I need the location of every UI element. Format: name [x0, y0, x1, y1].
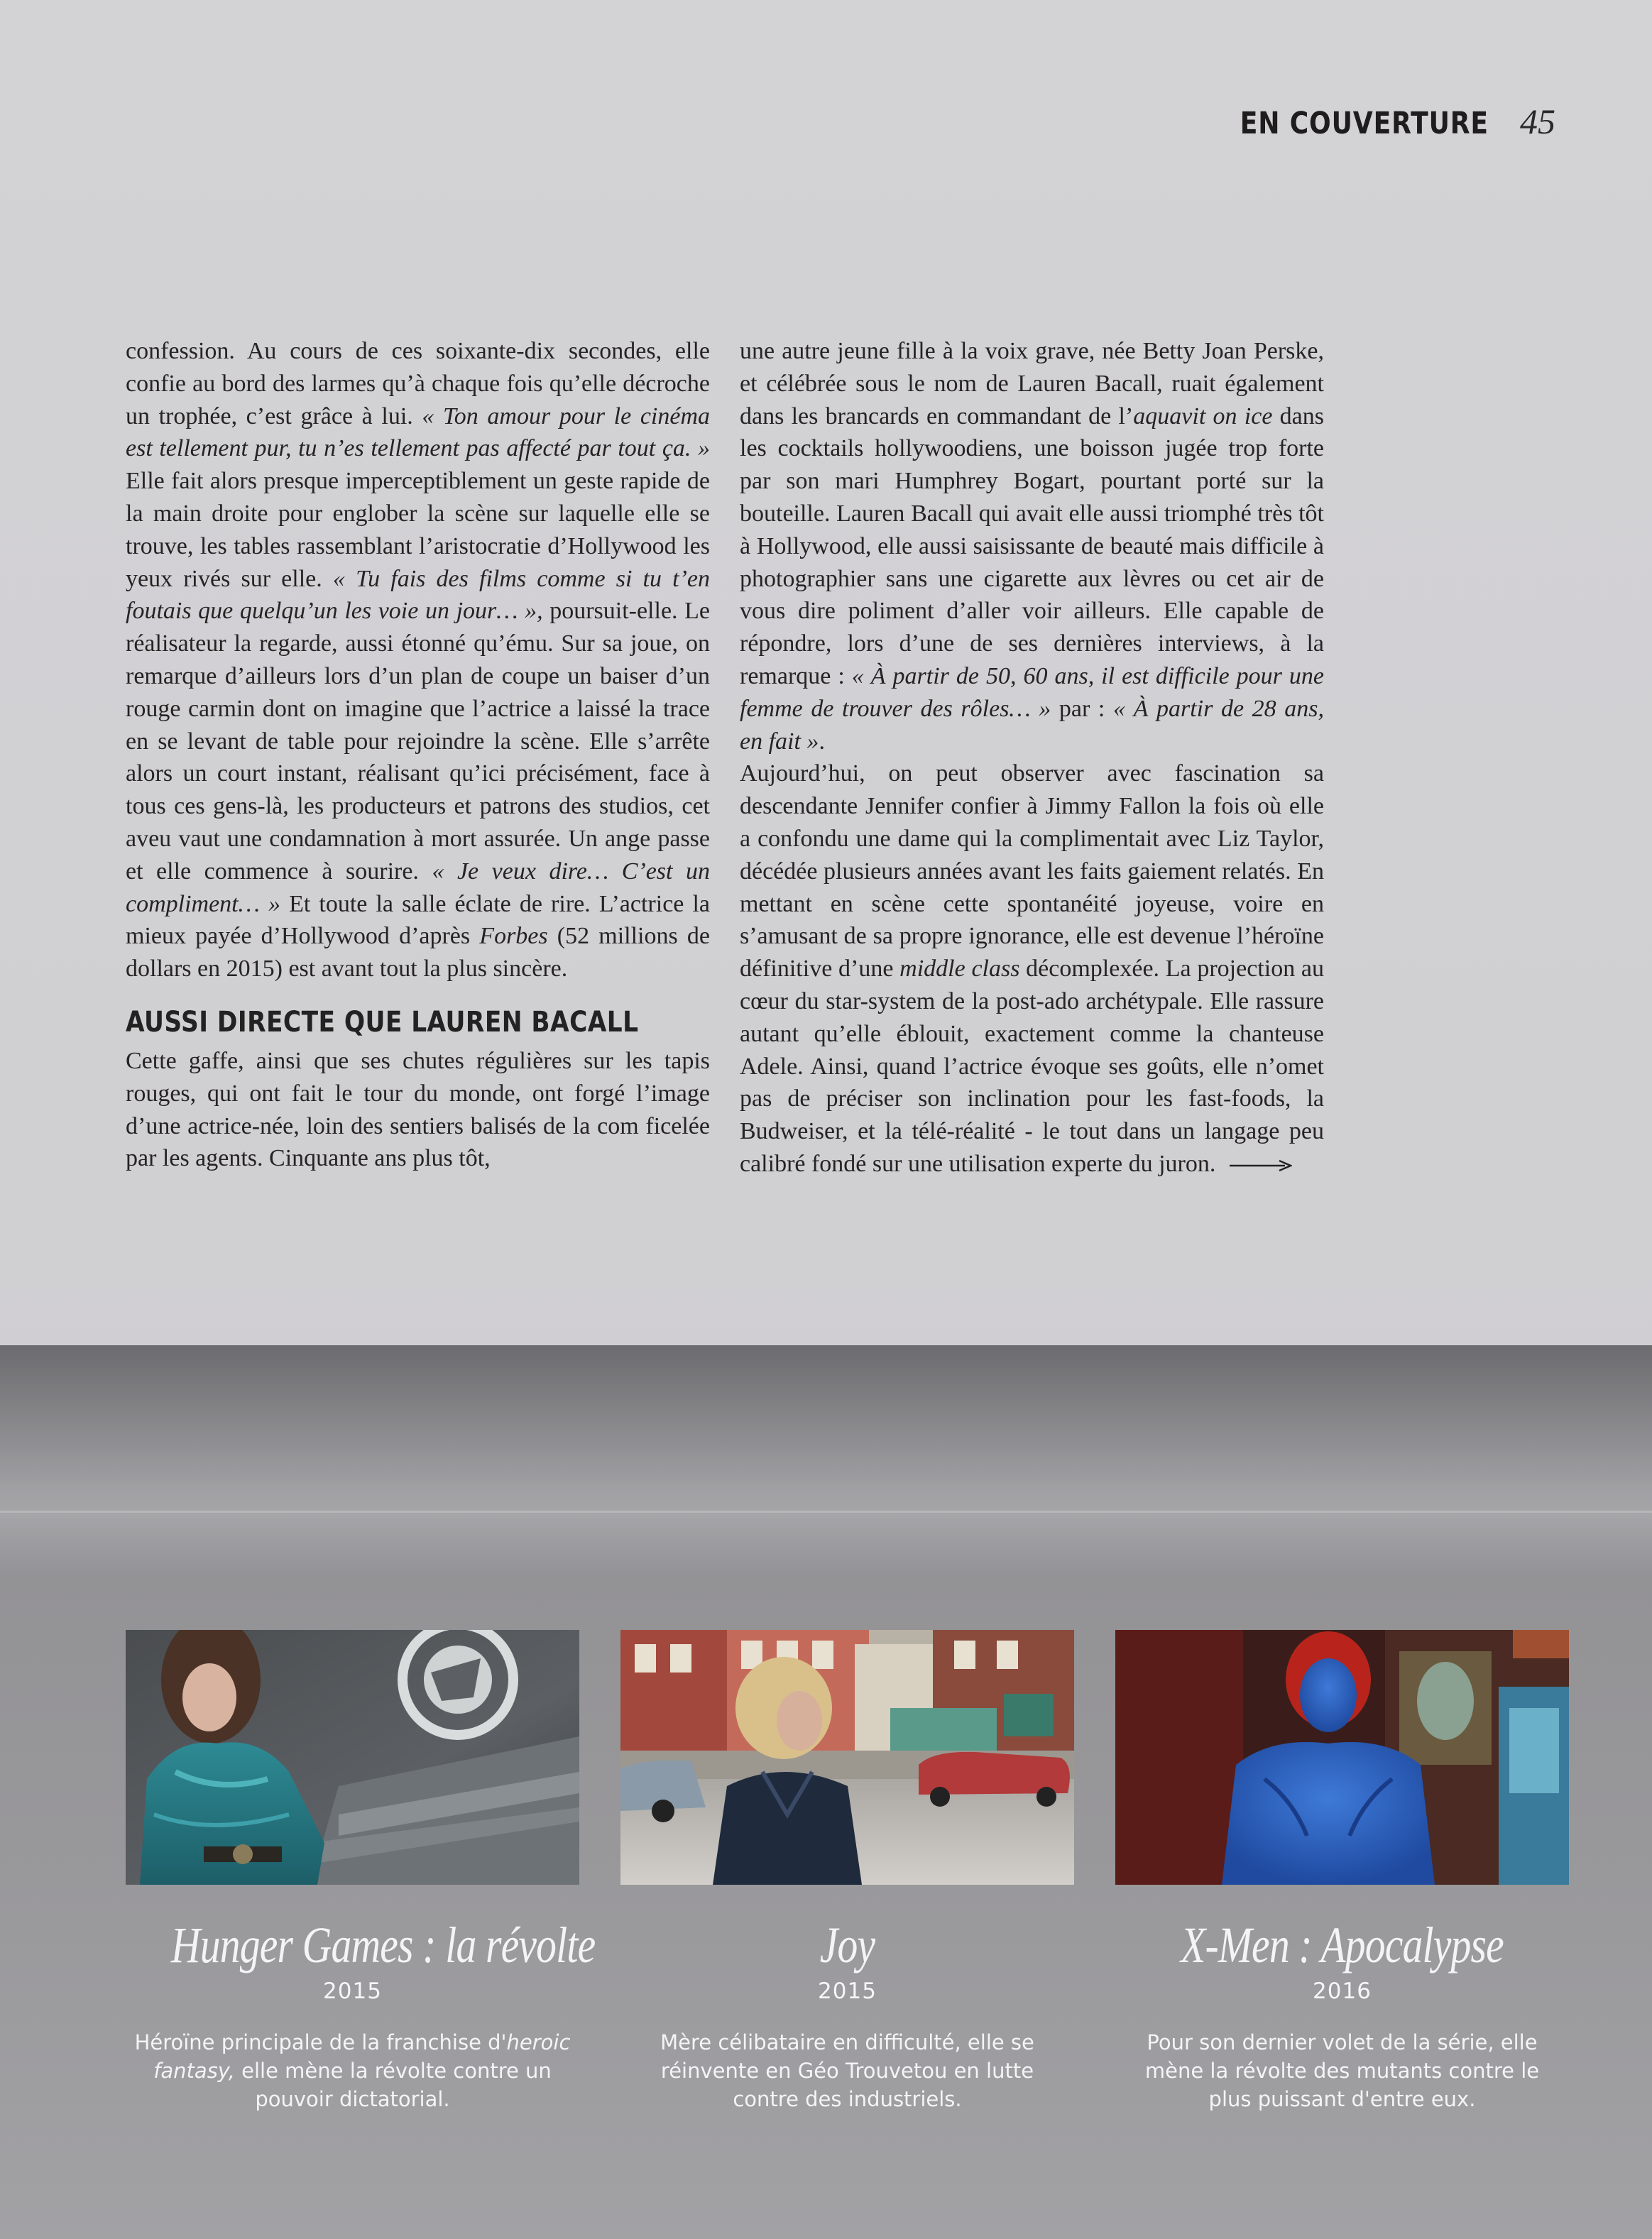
- italic-text-run: « Tu fais des films comme si tu t’en foutais que quelqu’un les voie un jour… »,: [126, 565, 710, 625]
- italic-text-run: middle class: [899, 956, 1020, 982]
- text-run: Héroïne principale de la franchise d': [134, 2030, 507, 2054]
- italic-text-run: heroic fantasy,: [153, 2030, 571, 2083]
- continue-arrow-icon: [1230, 1159, 1292, 1173]
- text-run: décomplexée. La projection au cœur du star-system de la post-ado archétypale. Elle rassure autant qu’elle éblouit, exactement comme la chanteuse Adele. Ainsi, quand l’actrice évoque ses goûts, elle n’omet pas de préciser son inclination pour les fast-foods, la Budweiser, et la télé-réalité - le tout dans un langage peu calibré fondé sur une utilisation experte du juron.: [740, 956, 1325, 1177]
- text-run: Mère célibataire en difficulté, elle se réinvente en Géo Trouvetou en lutte contre des industriels.: [660, 2030, 1034, 2111]
- italic-text-run: « À partir de 28 ans, en fait »: [740, 695, 1324, 755]
- film-title: Joy: [819, 1917, 875, 1974]
- text-run: confession. Au cours de ces soixante-dix secondes, elle confie au bord des larmes qu’à chaque fois qu’elle décroche un trophée, c’est grâce à lui.: [126, 338, 710, 429]
- film-description: [126, 2028, 579, 2113]
- article-paragraph: [740, 757, 1324, 1180]
- film-year: 2015: [323, 1978, 382, 2004]
- film-still-joy: [620, 1630, 1074, 1885]
- italic-text-run: Forbes: [479, 923, 548, 950]
- film-year: 2016: [1313, 1978, 1372, 2004]
- film-still-hunger-games: [126, 1630, 579, 1885]
- page-number: 45: [1520, 102, 1555, 141]
- italic-text-run: « Je veux dire… C’est un compliment… »: [126, 858, 710, 917]
- article-column-right: [740, 335, 1324, 1181]
- article-paragraph: [126, 1045, 710, 1175]
- film-description: [620, 2028, 1074, 2113]
- film-description: [1115, 2028, 1569, 2113]
- article-subhead: AUSSI DIRECTE QUE LAUREN BACALL: [126, 1005, 639, 1039]
- italic-text-run: « Ton amour pour le cinéma est tellement pur, tu n’es tellement pas affecté par tout ça. »: [126, 403, 710, 462]
- film-card-x-men: [1115, 1630, 1569, 2113]
- article-paragraph-text: [740, 760, 1324, 1177]
- text-run: .: [819, 728, 825, 755]
- article-paragraph: [126, 335, 710, 985]
- studio-floor-line: [0, 1511, 1652, 1513]
- film-year: 2015: [818, 1978, 877, 2004]
- film-card-joy: [620, 1630, 1074, 2113]
- text-run: par :: [1051, 695, 1113, 722]
- text-run: Pour son dernier volet de la série, elle mène la révolte des mutants contre le plus puissant d'entre eux.: [1144, 2030, 1540, 2111]
- italic-text-run: « À partir de 50, 60 ans, il est difficile pour une femme de trouver des rôles… »: [740, 662, 1324, 722]
- text-run: (52 millions de dollars en 2015) est avant tout la plus sincère.: [126, 923, 710, 982]
- running-header: [1193, 101, 1555, 142]
- text-run: une autre jeune fille à la voix grave, née Betty Joan Perske, et célébrée sous le nom de Lauren Bacall, ruait également dans les brancards en commandant de l’: [740, 338, 1324, 429]
- text-run: Elle fait alors presque imperceptiblement un geste rapide de la main droite pour englober la scène sur laquelle elle se trouve, les tables rassemblant l’aristocratie d’Hollywood les yeux rivés sur elle.: [126, 468, 710, 592]
- film-title: Hunger Games : la révolte: [170, 1917, 596, 1974]
- italic-text-run: aquavit on ice: [1133, 403, 1273, 429]
- film-card-hunger-games: [126, 1630, 596, 2113]
- article-column-left: [126, 335, 710, 1175]
- text-run: elle mène la révolte contre un pouvoir dictatorial.: [234, 2059, 552, 2111]
- section-label: EN COUVERTURE: [1240, 106, 1489, 141]
- film-title: X-Men : Apocalypse: [1181, 1917, 1504, 1974]
- text-run: Aujourd’hui, on peut observer avec fascination sa descendante Jennifer confier à Jimmy Fallon la fois où elle a confondu une dame qui la complimentait avec Liz Taylor, décédée plusieurs années avant les faits gaiement relatés. En mettant en scène cette spontanéité joyeuse, voire en s’amusant de sa propre ignorance, elle est devenue l’héroïne définitive d’une: [740, 760, 1324, 982]
- text-run: poursuit-elle. Le réalisateur la regarde, aussi étonné qu’ému. Sur sa joue, on remarque d’ailleurs lors d’un plan de coupe un baiser d’un rouge carmin dont on imagine que l’actrice a laissé la trace en se levant de table pour rejoindre la scène. Elle s’arrête alors un court instant, réalisant qu’ici précisément, face à tous ces gens-là, les producteurs et patrons des studios, cet aveu vaut une condamnation à mort assurée. Un ange passe et elle commence à sourire.: [126, 598, 711, 885]
- text-run: Et toute la salle éclate de rire. L’actrice la mieux payée d’Hollywood d’après: [126, 890, 711, 950]
- text-run: dans les cocktails hollywoodiens, une boisson jugée trop forte par son mari Humphrey Bogart, pourtant porté sur la bouteille. Lauren Bacall qui avait elle aussi triomphé très tôt à Hollywood, elle aussi saisissante de beauté mais difficile à photographier sans une cigarette aux lèvres ou cet air de vous dire poliment d’aller voir ailleurs. Elle capable de répondre, lors d’une de ses dernières interviews, à la remarque :: [740, 403, 1324, 689]
- film-still-x-men: [1115, 1630, 1569, 1885]
- text-run: Cette gaffe, ainsi que ses chutes régulières sur les tapis rouges, qui ont fait le tour du monde, ont forgé l’image d’une actrice-née, loin des sentiers balisés de la com ficelée par les agents. Cinquante ans plus tôt,: [126, 1047, 710, 1172]
- article-paragraph: [740, 335, 1324, 757]
